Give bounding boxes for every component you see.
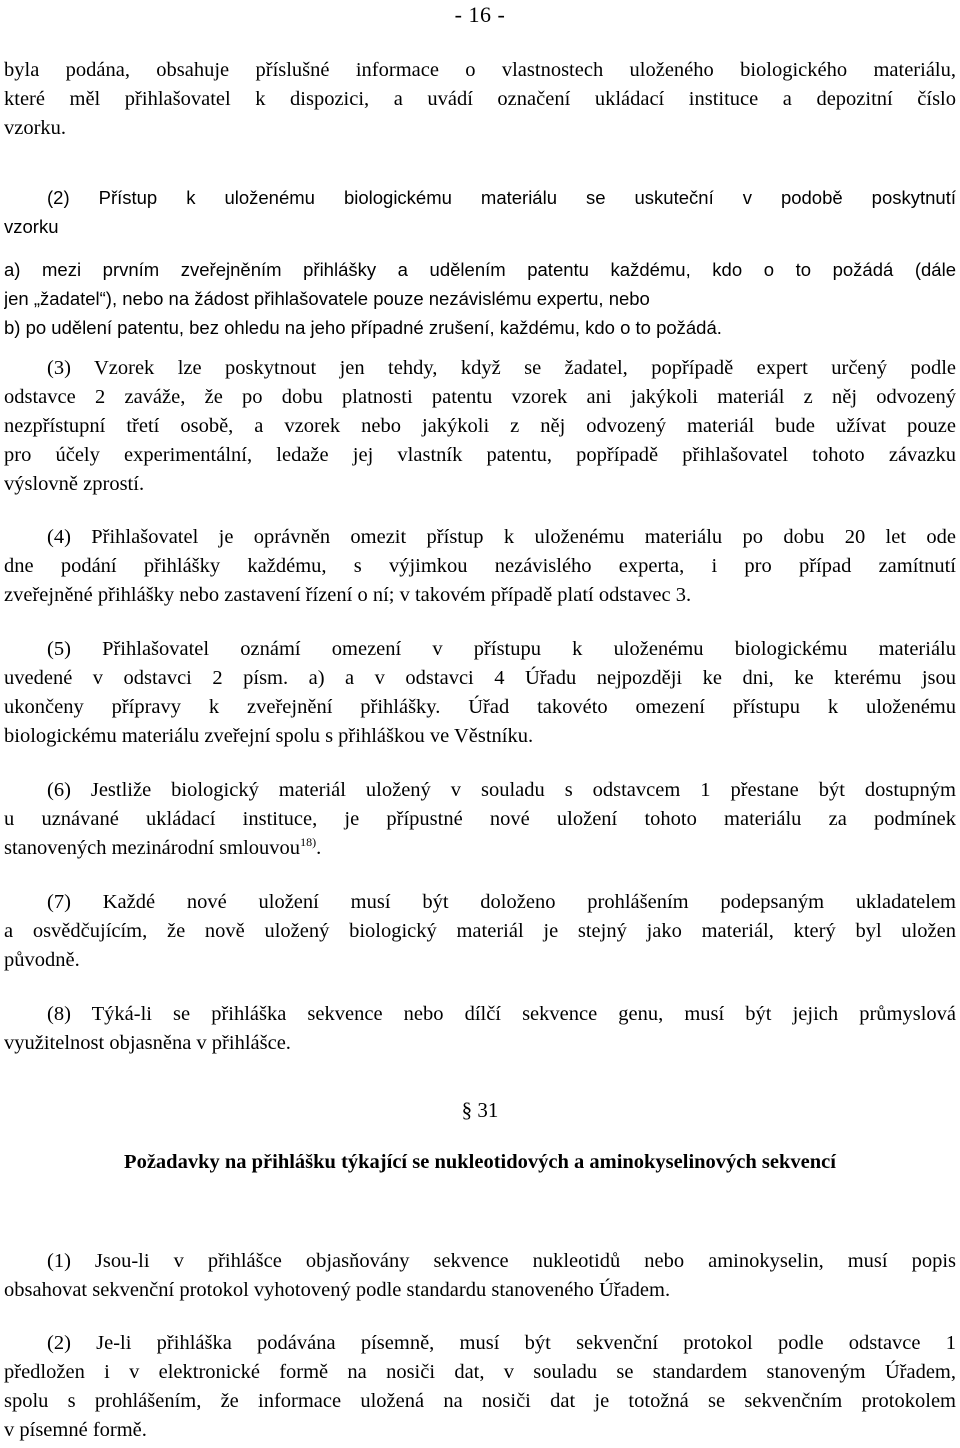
text-line: dne podání přihlášky každému, s výjimkou nezávislého experta, i pro případ zamítnutí xyxy=(4,555,956,577)
text-line: pro účely experimentální, ledaže jej vlastník patentu, popřípadě přihlašovatel tohoto závazku xyxy=(4,444,956,466)
text-line: uvedené v odstavci 2 písm. a) a v odstavci 4 Úřadu nejpozději ke dni, ke kterému jsou xyxy=(4,667,956,689)
section-number: § 31 xyxy=(461,1098,499,1122)
section-heading: Požadavky na přihlášku týkající se nukleotidových a aminokyselinových sekvencí xyxy=(124,1151,836,1173)
text-line: odstavce 2 zaváže, že po dobu platnosti patentu vzorek ani jakýkoli materiál z něj odvozený xyxy=(4,386,956,408)
text-line: nezpřístupní třetí osobě, a vzorek nebo jakýkoli z něj odvozený materiál bude užívat pouze xyxy=(4,415,956,437)
text-line: v písemné formě. xyxy=(4,1419,147,1441)
text-line: (2) Přístup k uloženému biologickému materiálu se uskuteční v podobě poskytnutí xyxy=(47,187,956,208)
paragraph-8 xyxy=(4,1000,956,1058)
text-fragment: . xyxy=(316,837,322,859)
text-line: (1) Jsou-li v přihlášce objasňovány sekvence nukleotidů nebo aminokyselin, musí popis xyxy=(47,1250,956,1272)
text-line: obsahovat sekvenční protokol vyhotovený podle standardu stanoveného Úřadem. xyxy=(4,1279,671,1301)
text-line: původně. xyxy=(4,949,80,971)
text-line: (3) Vzorek lze poskytnout jen tehdy, když se žadatel, popřípadě expert určený podle xyxy=(47,357,956,379)
text-line: výslovně zprostí. xyxy=(4,473,145,495)
text-line: zveřejněné přihlášky nebo zastavení řízení o ní; v takovém případě platí odstavec 3. xyxy=(4,584,692,606)
text-line: (7) Každé nové uložení musí být doloženo prohlášením podepsaným ukladatelem xyxy=(47,891,956,913)
paragraph-2 xyxy=(4,183,956,241)
text-fragment: stanovených mezinárodní smlouvou xyxy=(4,837,301,859)
paragraph-5 xyxy=(4,635,956,751)
text-line: které měl přihlašovatel k dispozici, a uvádí označení ukládací instituce a depozitní číslo xyxy=(4,88,956,110)
text-line: (2) Je-li přihláška podávána písemně, musí být sekvenční protokol podle odstavce 1 xyxy=(47,1332,956,1354)
list-item: a) mezi prvním zveřejněním přihlášky a udělením patentu každému, kdo o to požádá (dále xyxy=(4,259,956,280)
text-line: předložen i v elektronické formě na nosiči dat, v souladu se standardem stanoveným Úřadem, xyxy=(4,1361,956,1383)
footnote-ref: 18) xyxy=(300,835,317,850)
text-line: biologickému materiálu zveřejní spolu s přihláškou ve Věstníku. xyxy=(4,725,534,747)
paragraph-2-items xyxy=(4,255,956,342)
text-line: ukončeny přípravy k zveřejnění přihlášky. Úřad takovéto omezení přístupu k uloženému xyxy=(4,696,956,718)
text-line xyxy=(4,834,956,863)
text-line: využitelnost objasněna v přihlášce. xyxy=(4,1032,291,1054)
text-line: u uznávané ukládací instituce, je přípustné nové uložení tohoto materiálu za podmínek xyxy=(4,808,956,830)
text-line: a osvědčujícím, že nově uložený biologický materiál je stejný jako materiál, který byl uložen xyxy=(4,920,956,942)
paragraph-6 xyxy=(4,776,956,863)
paragraph-7 xyxy=(4,888,956,975)
text-line: vzorku. xyxy=(4,117,67,139)
intro-paragraph xyxy=(4,56,956,143)
paragraph-4 xyxy=(4,523,956,610)
text-line: (5) Přihlašovatel oznámí omezení v přístupu k uloženému biologickému materiálu xyxy=(47,638,956,660)
page-number: - 16 - xyxy=(454,2,506,27)
s31-paragraph-1 xyxy=(4,1247,956,1305)
s31-paragraph-2 xyxy=(4,1329,956,1445)
text-line: (8) Týká-li se přihláška sekvence nebo dílčí sekvence genu, musí být jejich průmyslová xyxy=(47,1003,956,1025)
list-item: jen „žadatel“), nebo na žádost přihlašovatele pouze nezávislému expertu, nebo xyxy=(4,288,650,309)
text-line: vzorku xyxy=(4,216,59,237)
paragraph-3 xyxy=(4,354,956,499)
list-item: b) po udělení patentu, bez ohledu na jeho případné zrušení, každému, kdo o to požádá. xyxy=(4,317,722,338)
text-line: (4) Přihlašovatel je oprávněn omezit přístup k uloženému materiálu po dobu 20 let ode xyxy=(47,526,956,548)
text-line: (6) Jestliže biologický materiál uložený v souladu s odstavcem 1 přestane být dostupným xyxy=(47,779,956,801)
text-line: byla podána, obsahuje příslušné informace o vlastnostech uloženého biologického materiálu, xyxy=(4,59,956,81)
text-line: spolu s prohlášením, že informace uložená na nosiči dat je totožná se sekvenčním protokolem xyxy=(4,1390,956,1412)
